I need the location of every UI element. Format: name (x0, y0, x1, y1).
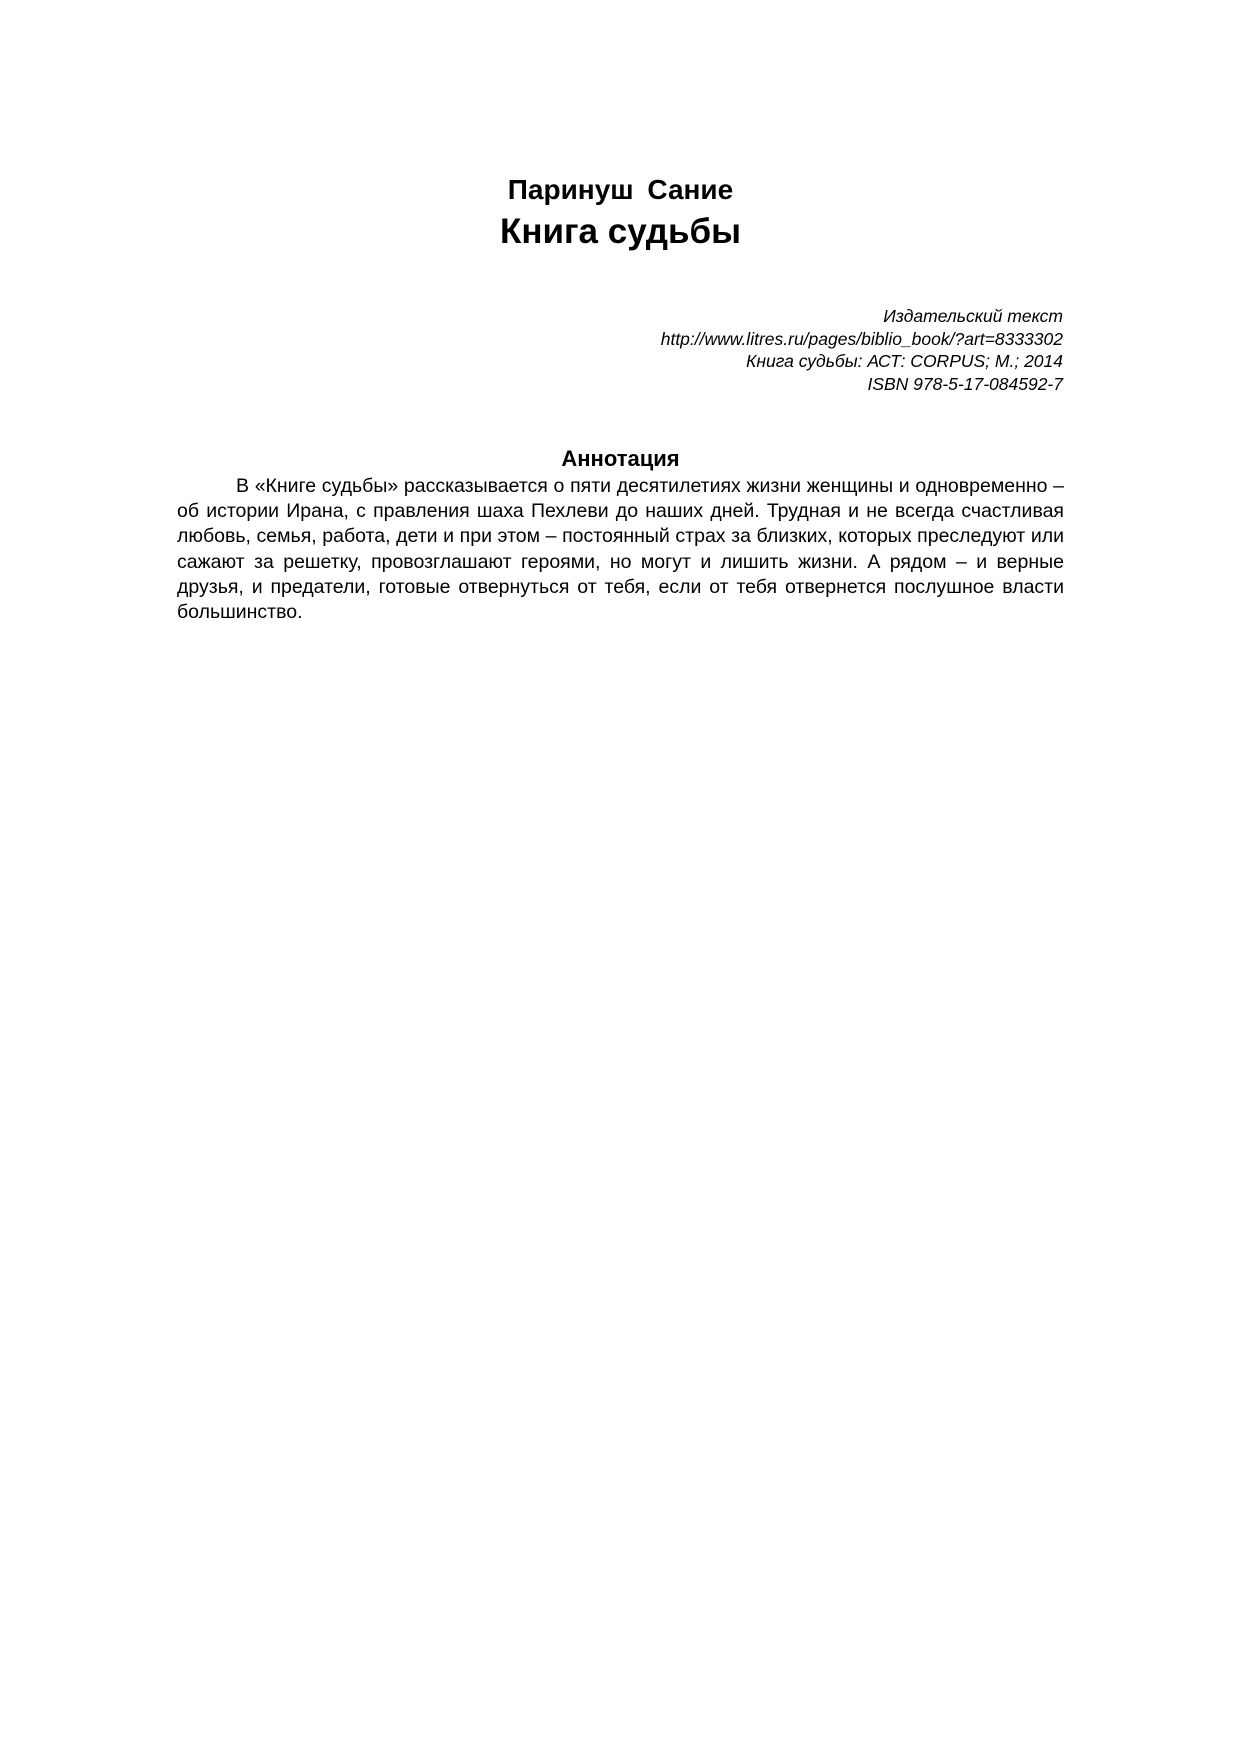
annotation-heading: Аннотация (561, 446, 680, 471)
publisher-text: Издательский текст (883, 306, 1063, 326)
edition-info: Книга судьбы: АСТ: CORPUS; М.; 2014 (746, 351, 1063, 371)
source-url: http://www.litres.ru/pages/biblio_book/?art=8333302 (660, 328, 1063, 349)
publication-info (661, 305, 1063, 395)
annotation-text: В «Книге судьбы» рассказывается о пяти десятилетиях жизни женщины и одновременно – об истории Ирана, с правления шаха Пехлеви до наших дней. Трудная и не всегда счастливая любовь, семья, работа, дети и при этом – постоянный страх за близких, которых преследуют или сажают за решетку, провозглашают героями, но могут и лишить жизни. А рядом – и верные друзья, и предатели, готовые отвернуться от тебя, если от тебя отвернется послушное власти большинство. (177, 475, 1064, 624)
isbn: ISBN 978-5-17-084592-7 (867, 373, 1063, 394)
book-title: Книга судьбы (499, 212, 742, 251)
book-author: Паринуш Сание (507, 174, 734, 205)
